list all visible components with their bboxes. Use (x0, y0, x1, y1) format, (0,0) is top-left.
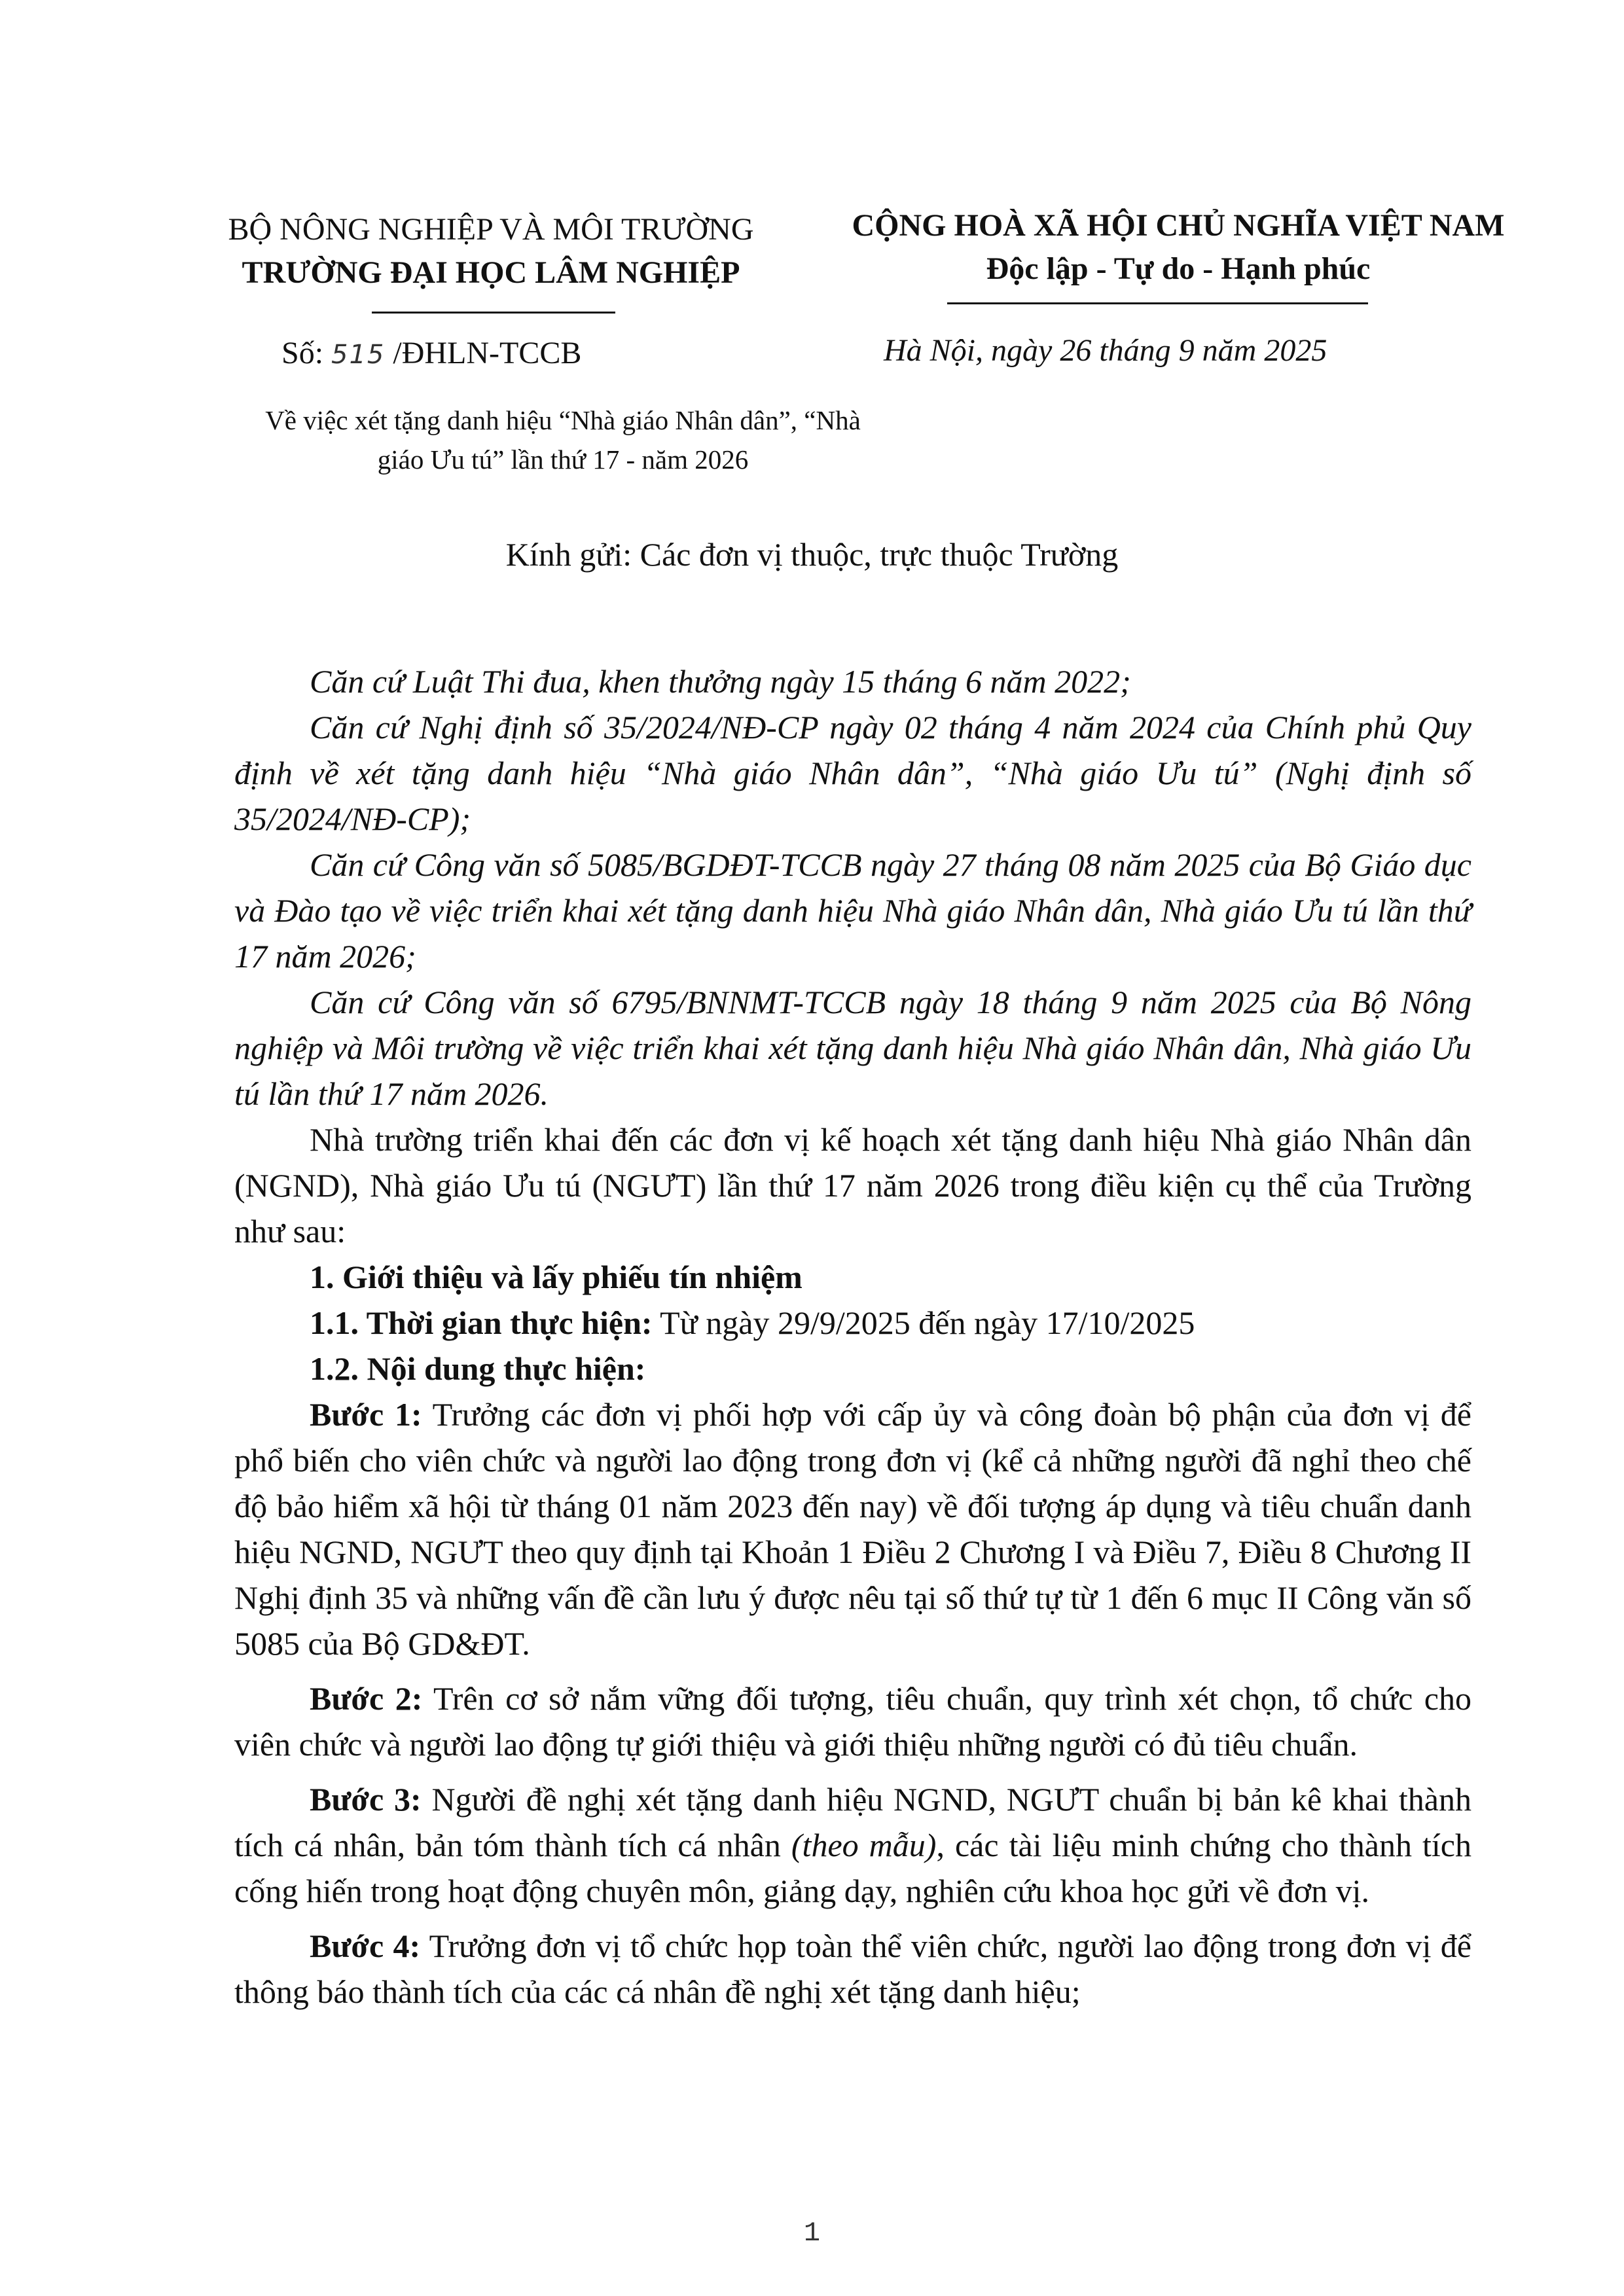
ministry-name: BỘ NÔNG NGHIỆP VÀ MÔI TRƯỜNG (228, 212, 754, 247)
step-3-text-italic: (theo mẫu) (791, 1827, 937, 1863)
motto: Độc lập - Tự do - Hạnh phúc (986, 251, 1371, 286)
step-1-label: Bước 1: (310, 1396, 422, 1433)
step-3-label: Bước 3: (310, 1781, 422, 1818)
motto-underline (947, 302, 1368, 304)
step-2-text: Trên cơ sở nắm vững đối tượng, tiêu chuẩn, quy trình xét chọn, tổ chức cho viên chức và người lao động tự giới thiệu và giới thiệu những người có đủ tiêu chuẩn. (234, 1680, 1471, 1763)
number-suffix: /ĐHLN-TCCB (393, 336, 582, 370)
legal-basis-4: Căn cứ Công văn số 6795/BNNMT-TCCB ngày 18 tháng 9 năm 2025 của Bộ Nông nghiệp và Môi trường về việc triển khai xét tặng danh hiệu Nhà giáo Nhân dân, Nhà giáo Ưu tú lần thứ 17 năm 2026. (234, 984, 1471, 1112)
step-2-label: Bước 2: (310, 1680, 423, 1717)
step-1-text: Trưởng các đơn vị phối hợp với cấp ủy và công đoàn bộ phận của đơn vị để phổ biến cho viên chức và người lao động trong đơn vị (kể cả những người đã nghỉ theo chế độ bảo hiểm xã hội từ tháng 01 năm 2023 đến nay) về đối tượng áp dụng và tiêu chuẩn danh hiệu NGND, NGƯT theo quy định tại Khoản 1 Điều 2 Chương I và Điều 7, Điều 8 Chương II Nghị định 35 và những vấn đề cần lưu ý được nêu tại số thứ tự từ 1 đến 6 mục II Công văn số 5085 của Bộ GD&ĐT. (234, 1396, 1471, 1662)
legal-basis-2: Căn cứ Nghị định số 35/2024/NĐ-CP ngày 02 tháng 4 năm 2024 của Chính phủ Quy định về xét tặng danh hiệu “Nhà giáo Nhân dân”, “Nhà giáo Ưu tú” (Nghị định số 35/2024/NĐ-CP); (234, 709, 1471, 837)
intro-paragraph: Nhà trường triển khai đến các đơn vị kế hoạch xét tặng danh hiệu Nhà giáo Nhân dân (NGND), Nhà giáo Ưu tú (NGƯT) lần thứ 17 năm 2026 trong điều kiện cụ thể của Trường như sau: (234, 1121, 1471, 1249)
national-header (812, 204, 1545, 291)
step-3-text-b: , các tài liệu minh chứng cho thành tích cống hiến trong hoạt động chuyên môn, giảng dạy, nghiên cứu khoa học gửi về đơn vị. (234, 1827, 1472, 1909)
document-subject: Về việc xét tặng danh hiệu “Nhà giáo Nhân dân”, “Nhà giáo Ưu tú” lần thứ 17 - năm 2026 (265, 405, 861, 475)
page-number: 1 (803, 2217, 821, 2249)
section-1-heading: 1. Giới thiệu và lấy phiếu tín nhiệm (310, 1259, 803, 1295)
time-label: 1.1. Thời gian thực hiện: (310, 1304, 653, 1341)
number-prefix: Số: (281, 336, 324, 370)
section-1-1 (234, 1300, 1471, 1346)
legal-basis-3: Căn cứ Công văn số 5085/BGDĐT-TCCB ngày 27 tháng 08 năm 2025 của Bộ Giáo dục và Đào tạo về việc triển khai xét tặng danh hiệu Nhà giáo Nhân dân, Nhà giáo Ưu tú lần thứ 17 năm 2026; (234, 846, 1471, 975)
university-name: TRƯỜNG ĐẠI HỌC LÂM NGHIỆP (242, 255, 740, 290)
document-body (234, 658, 1471, 2015)
step-3-text-a: Người đề nghị xét tặng danh hiệu NGND, NGƯT chuẩn bị bản kê khai thành tích cá nhân, bản tóm thành tích cá nhân (234, 1781, 1471, 1863)
step-4-label: Bước 4: (310, 1928, 421, 1964)
document-number (281, 335, 581, 371)
issue-date: Hà Nội, ngày 26 tháng 9 năm 2025 (884, 333, 1327, 368)
time-value: Từ ngày 29/9/2025 đến ngày 17/10/2025 (652, 1304, 1195, 1341)
step-2 (234, 1676, 1471, 1767)
step-3 (234, 1776, 1471, 1914)
country-name: CỘNG HOÀ XÃ HỘI CHỦ NGHĨA VIỆT NAM (852, 208, 1505, 243)
recipient-line: Kính gửi: Các đơn vị thuộc, trực thuộc Trường (505, 536, 1119, 573)
legal-basis-1: Căn cứ Luật Thi đua, khen thưởng ngày 15 tháng 6 năm 2022; (310, 663, 1131, 700)
step-4 (234, 1923, 1471, 2015)
issuer-underline (372, 312, 615, 314)
handwritten-number: 515 (331, 340, 386, 370)
issuer-block (164, 208, 818, 295)
section-1-2-heading: 1.2. Nội dung thực hiện: (310, 1350, 646, 1387)
step-1 (234, 1391, 1471, 1666)
step-4-text: Trưởng đơn vị tổ chức họp toàn thể viên chức, người lao động trong đơn vị để thông báo thành tích của các cá nhân đề nghị xét tặng danh hiệu; (234, 1928, 1471, 2010)
